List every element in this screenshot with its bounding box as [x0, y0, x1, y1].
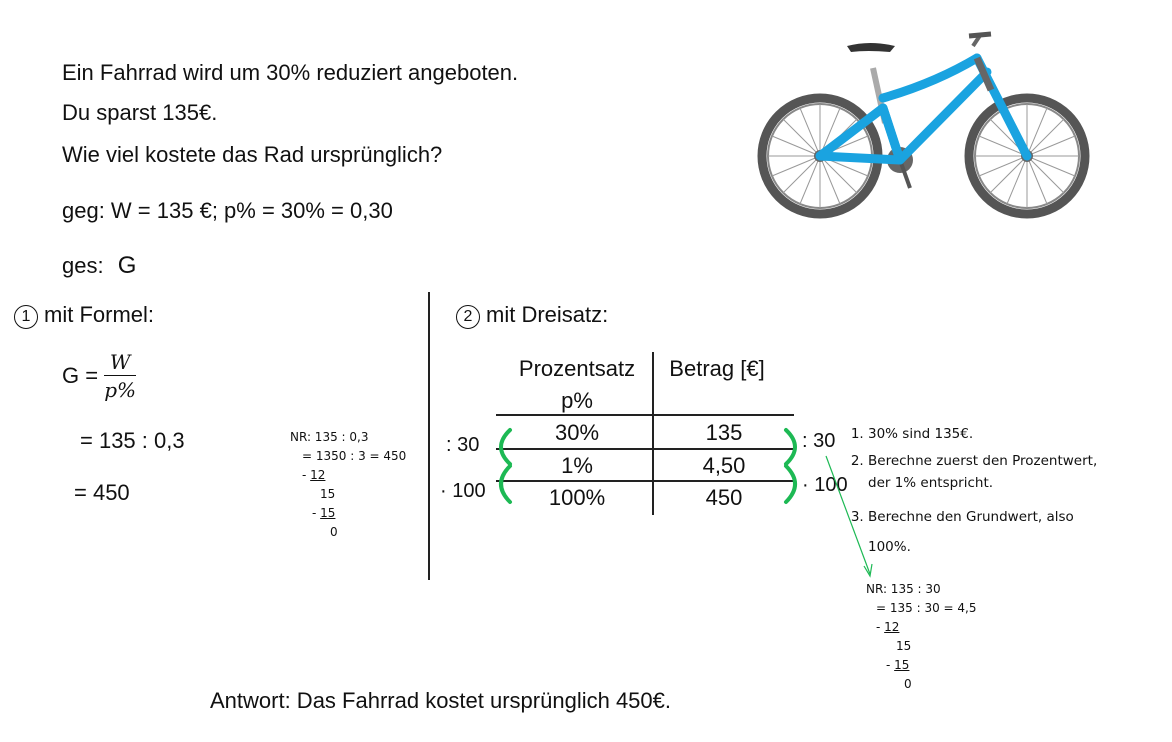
- nr1-line4: 15: [320, 487, 336, 501]
- row2-b: 4,50: [702, 453, 746, 478]
- nr2-line2: = 135 : 30 = 4,5: [876, 601, 977, 615]
- formula-step-1: = 135 : 0,3: [80, 428, 185, 453]
- question-line-3: Wie viel kostete das Rad ursprünglich?: [62, 142, 443, 167]
- nr2-line5: - 15: [886, 658, 910, 672]
- op-left-bottom: · 100: [440, 480, 486, 502]
- given-line: geg: W = 135 €; p% = 30% = 0,30: [62, 198, 393, 223]
- nr2-line3: - 12: [876, 620, 900, 634]
- answer-line: Antwort: Das Fahrrad kostet ursprünglich 450€.: [210, 688, 672, 713]
- step-1: 1. 30% sind 135€.: [868, 426, 1160, 442]
- nr1-line3: - 12: [302, 468, 326, 482]
- op-right-bottom: · 100: [802, 474, 848, 496]
- right-bracket-bottom: [786, 466, 795, 502]
- steps-panel: [840, 426, 1160, 570]
- method1-title-text: mit Formel:: [44, 302, 154, 327]
- left-bracket-top: [501, 430, 510, 464]
- side-calculation-2: [866, 580, 976, 694]
- formula-numerator: W: [104, 350, 136, 376]
- nr1-line5: - 15: [312, 506, 336, 520]
- step-2: 2. Berechne zuerst den Prozentwert, der 1% entspricht.: [868, 450, 1118, 494]
- nr2-line4: 15: [896, 639, 912, 653]
- row1-b: 135: [705, 420, 743, 445]
- row3-b: 450: [705, 485, 743, 510]
- method2-number: 2: [456, 305, 480, 329]
- left-bracket-bottom: [501, 466, 510, 502]
- header-p-percent: p%: [561, 388, 593, 413]
- nr1-line6: 0: [330, 525, 338, 539]
- nr2-line6: 0: [904, 677, 912, 691]
- row2-p: 1%: [561, 453, 593, 478]
- formula-lhs: G =: [62, 363, 99, 388]
- question-line-1: Ein Fahrrad wird um 30% reduziert angeboten.: [62, 60, 519, 85]
- header-betrag: Betrag [€]: [669, 356, 765, 381]
- nr1-line2: = 1350 : 3 = 450: [302, 449, 407, 463]
- nr1-line1: NR: 135 : 0,3: [290, 430, 369, 444]
- row1-p: 30%: [554, 420, 600, 445]
- question-line-2: Du sparst 135€.: [62, 100, 218, 125]
- formula-denominator: p%: [104, 378, 137, 402]
- op-right-top: : 30: [802, 430, 836, 452]
- method2-title-text: mit Dreisatz:: [486, 302, 609, 327]
- sought-value: G: [117, 252, 137, 279]
- row3-p: 100%: [548, 485, 606, 510]
- formula-step-2: = 450: [74, 480, 130, 505]
- method1-number: 1: [14, 305, 38, 329]
- right-bracket-top: [786, 430, 795, 464]
- nr2-line1: NR: 135 : 30: [866, 582, 941, 596]
- op-left-top: : 30: [446, 434, 480, 456]
- header-prozentsatz: Prozentsatz: [518, 356, 636, 381]
- step-3: 3. Berechne den Grundwert, also 100%.: [868, 502, 1098, 562]
- sought-label: ges:: [62, 253, 104, 278]
